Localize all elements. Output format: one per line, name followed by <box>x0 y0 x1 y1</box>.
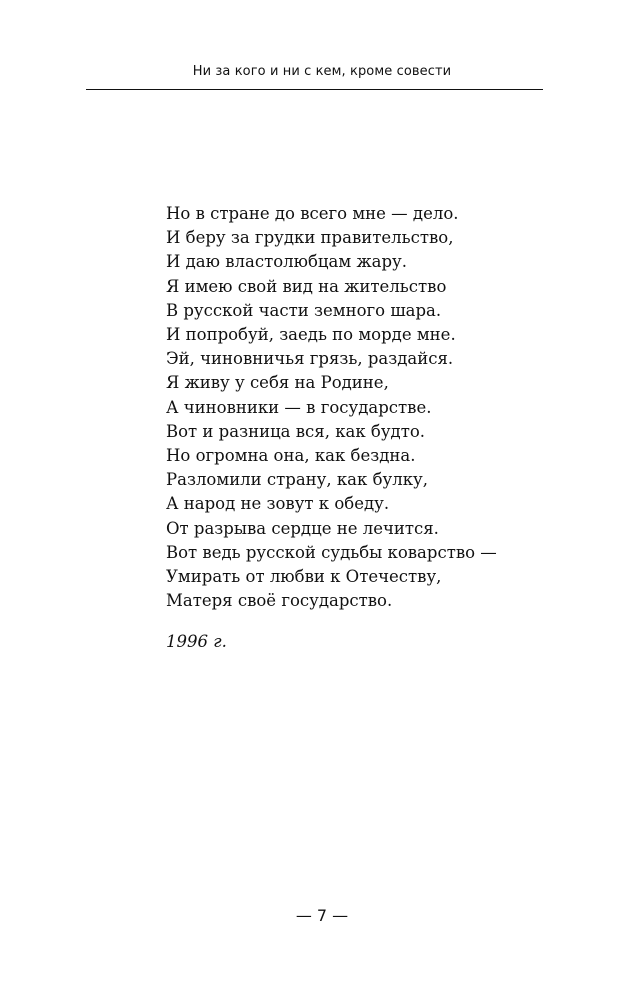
poem-line: Я живу у себя на Родине, <box>166 373 389 393</box>
poem-line: А народ не зовут к обеду. <box>166 494 390 514</box>
poem-line: И даю властолюбцам жару. <box>166 252 407 272</box>
poem-line: И попробуй, заедь по морде мне. <box>166 325 456 345</box>
poem-line: Но огромна она, как бездна. <box>166 446 416 466</box>
header-divider <box>86 89 543 90</box>
poem-line: Умирать от любви к Отечеству, <box>166 567 442 587</box>
poem-line: От разрыва сердце не лечится. <box>166 518 439 538</box>
poem-line: Разломили страну, как булку, <box>166 470 428 490</box>
poem-line: А чиновники — в государстве. <box>166 397 432 417</box>
poem-line: Эй, чиновничья грязь, раздайся. <box>166 349 454 369</box>
poem-line: В русской части земного шара. <box>166 300 442 320</box>
poem-line: Вот и разница вся, как будто. <box>166 421 426 441</box>
poem-body <box>166 202 497 613</box>
poem-line: И беру за грудки правительство, <box>166 228 454 248</box>
poem-line: Но в стране до всего мне — дело. <box>166 204 459 223</box>
poem-date: 1996 г. <box>166 632 227 651</box>
poem-line: Вот ведь русской судьбы коварство — <box>166 542 497 562</box>
poem-line: Я имею свой вид на жительство <box>166 276 447 296</box>
running-header: Ни за кого и ни с кем, кроме совести <box>192 64 452 79</box>
page-number: — 7 — <box>295 906 349 925</box>
poem-line: Матеря своё государство. <box>166 591 393 611</box>
